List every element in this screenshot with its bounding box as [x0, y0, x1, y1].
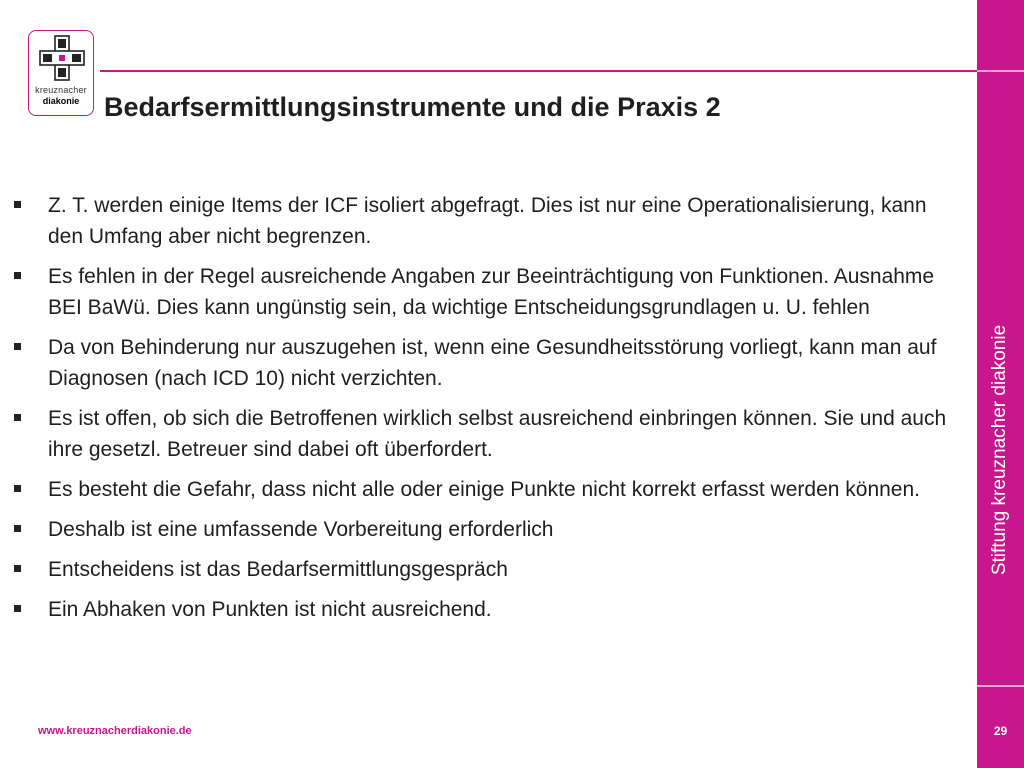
bullet-square-icon	[14, 201, 21, 208]
bullet-square-icon	[14, 485, 21, 492]
bullet-list	[14, 190, 954, 634]
bullet-square-icon	[14, 414, 21, 421]
kreuznacher-diakonie-logo	[28, 30, 94, 116]
header-divider	[100, 70, 977, 72]
bullet-item	[14, 554, 954, 585]
bullet-text: Entscheidens ist das Bedarfsermittlungsgespräch	[48, 558, 508, 581]
bullet-item	[14, 594, 954, 625]
bullet-item	[14, 474, 954, 505]
bullet-square-icon	[14, 565, 21, 572]
logo-text-kreuznacher: kreuznacher	[35, 85, 87, 95]
bullet-item	[14, 261, 954, 323]
bullet-text: Deshalb ist eine umfassende Vorbereitung erforderlich	[48, 518, 554, 541]
page-number: 29	[993, 724, 1008, 738]
bullet-square-icon	[14, 525, 21, 532]
footer-url-link[interactable]: www.kreuznacherdiakonie.de	[38, 725, 192, 737]
bullet-square-icon	[14, 605, 21, 612]
bullet-text: Ein Abhaken von Punkten ist nicht ausreichend.	[48, 598, 492, 621]
side-bar-divider-bottom	[977, 685, 1024, 687]
bullet-square-icon	[14, 272, 21, 279]
logo-text-diakonie: diakonie	[42, 96, 80, 106]
cross-icon	[39, 35, 85, 81]
bullet-item	[14, 514, 954, 545]
side-bar-divider-top	[977, 70, 1024, 72]
bullet-text: Es ist offen, ob sich die Betroffenen wirklich selbst ausreichend einbringen können. Sie und auch ihre gesetzl. Betreuer sind dabei oft überfordert.	[48, 407, 947, 461]
slide-title: Bedarfsermittlungsinstrumente und die Praxis 2	[104, 92, 721, 122]
bullet-text: Z. T. werden einige Items der ICF isoliert abgefragt. Dies ist nur eine Operationalisierung, kann den Umfang aber nicht begrenzen.	[48, 194, 927, 248]
bullet-text: Es fehlen in der Regel ausreichende Angaben zur Beeinträchtigung von Funktionen. Ausnahme BEI BaWü. Dies kann ungünstig sein, da wichtige Entscheidungsgrundlagen u. U. fehlen	[48, 265, 935, 319]
bullet-square-icon	[14, 343, 21, 350]
bullet-item	[14, 332, 954, 394]
bullet-text: Es besteht die Gefahr, dass nicht alle oder einige Punkte nicht korrekt erfasst werden können.	[48, 478, 921, 501]
bullet-item	[14, 190, 954, 252]
bullet-item	[14, 403, 954, 465]
bullet-text: Da von Behinderung nur auszugehen ist, wenn eine Gesundheitsstörung vorliegt, kann man auf Diagnosen (nach ICD 10) nicht verzichten.	[48, 336, 937, 390]
side-bar-label: Stiftung kreuznacher diakonie	[989, 324, 1010, 576]
